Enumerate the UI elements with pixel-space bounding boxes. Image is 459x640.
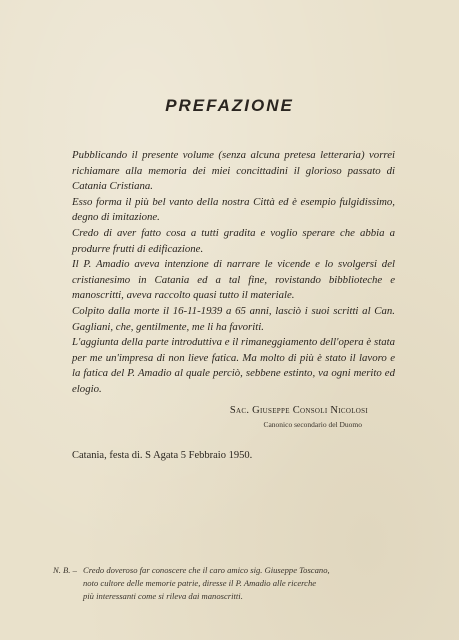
footnote-line: più interessanti come si rileva dai manoscritti. bbox=[83, 591, 243, 601]
paragraph: Esso forma il più bel vanto della nostra Città ed è esempio fulgidissimo, degno di imitazione. bbox=[72, 195, 395, 224]
page-title: PREFAZIONE bbox=[165, 96, 294, 115]
paragraph: L'aggiunta della parte introduttiva e il rimaneggiamento dell'opera è stata per me un'impresa di non lieve fatica. Ma molto di più è stato il lavoro e la fatica del P. Amadio al quale perciò, sebbene estinto, va ogni merito ed elogio. bbox=[72, 336, 395, 395]
footnote-label: N. B. – bbox=[53, 565, 77, 575]
footnote-text bbox=[83, 564, 406, 603]
paragraph: Credo di aver fatto cosa a tutti gradita e voglio sperare che abbia a produrre frutti di edificazione. bbox=[72, 226, 395, 255]
footnote-line: Credo doveroso far conoscere che il caro amico sig. Giuseppe Toscano, bbox=[83, 565, 330, 575]
paragraph: Colpito dalla morte il 16-11-1939 a 65 anni, lasciò i suoi scritti al Can. Gagliani, che, gentilmente, me li ha favoriti. bbox=[72, 304, 395, 333]
preface-body bbox=[72, 148, 395, 398]
signature-block bbox=[60, 405, 368, 429]
footnote-line: noto cultore delle memorie patrie, diresse il P. Amadio alle ricerche bbox=[83, 578, 317, 588]
paragraph: Il P. Amadio aveva intenzione di narrare le vicende e lo svolgersi del cristianesimo in Catania ed a tal fine, rovistando bibblioteche e manoscritti, aveva raccolto quasi tutto il materiale. bbox=[72, 258, 395, 302]
signature-role: Canonico secondario del Duomo bbox=[263, 420, 362, 429]
paragraph: Pubblicando il presente volume (senza alcuna pretesa letteraria) vorrei richiamare alla memoria dei miei concittadini il glorioso passato di Catania Cristiana. bbox=[72, 149, 395, 193]
signature-name: Sac. Giuseppe Consoli Nicolosi bbox=[229, 405, 368, 416]
place-date: Catania, festa di. S Agata 5 Febbraio 1950. bbox=[72, 450, 253, 461]
footnote bbox=[53, 564, 406, 603]
